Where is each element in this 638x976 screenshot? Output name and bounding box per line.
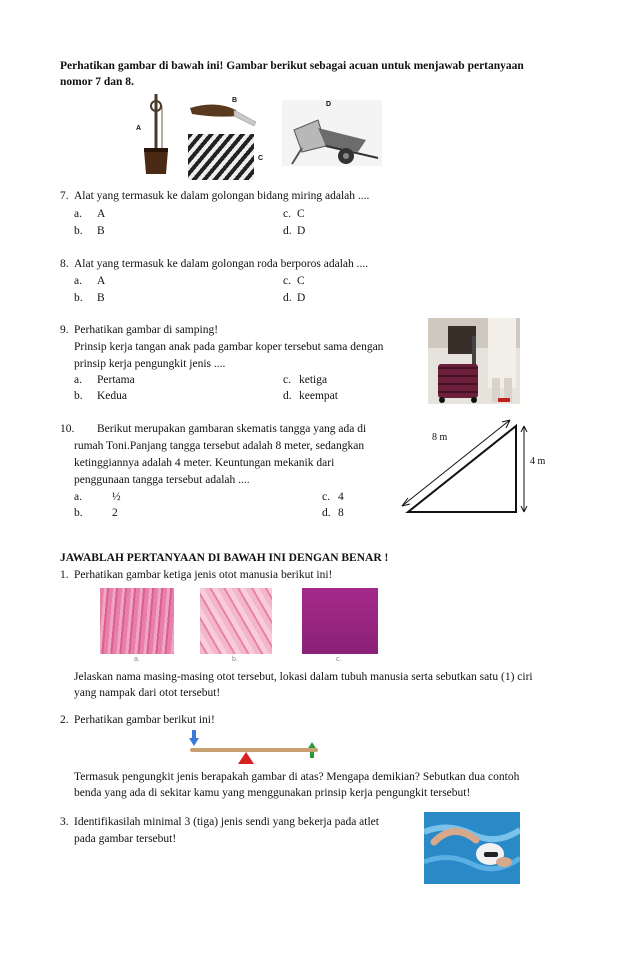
q8-option-b-key: b. <box>74 292 83 304</box>
q8-text: Alat yang termasuk ke dalam golongan roda berporos adalah .... <box>74 258 369 270</box>
q9-option-d-key: d. <box>283 390 292 402</box>
lever-seesaw-diagram <box>186 724 326 766</box>
q9-option-b: Kedua <box>97 390 128 402</box>
essay-1-number: 1. <box>60 569 69 581</box>
q10-line-2: rumah Toni.Panjang tangga tersebut adalah 8 meter, sedangkan <box>74 440 365 452</box>
q9-number: 9. <box>60 324 69 336</box>
q10-number: 10. <box>60 423 75 435</box>
q9-line-3: prinsip kerja pengungkit jenis .... <box>74 358 226 370</box>
ladder-height-label: 4 m <box>530 456 546 467</box>
q9-option-c-key: c. <box>283 374 291 386</box>
essay-2-text: Perhatikan gambar berikut ini! <box>74 714 215 726</box>
suitcase-photo <box>428 318 520 404</box>
q8-option-a-key: a. <box>74 275 82 287</box>
q9-option-c: ketiga <box>299 374 328 386</box>
essay-3-line-1: Identifikasilah minimal 3 (tiga) jenis sendi yang bekerja pada atlet <box>74 816 379 828</box>
pulley-bucket-image <box>130 92 190 178</box>
q10-option-b-key: b. <box>74 507 83 519</box>
swimmer-photo <box>424 812 520 884</box>
muscle-caption-b: b. <box>232 656 238 663</box>
q10-option-c-key: c. <box>322 491 330 503</box>
q9-option-d: keempat <box>299 390 338 402</box>
q9-line-2: Prinsip kerja tangan anak pada gambar koper tersebut sama dengan <box>74 341 384 353</box>
q8-option-b: B <box>97 292 105 304</box>
essay-1-question-line-1: Jelaskan nama masing-masing otot tersebut, lokasi dalam tubuh manusia serta sebutkan satu (1) ciri <box>74 671 533 683</box>
wheelbarrow-image <box>282 100 382 166</box>
q9-option-b-key: b. <box>74 390 83 402</box>
q8-option-c: C <box>297 275 305 287</box>
q10-line-4: penggunaan tangga tersebut adalah .... <box>74 474 250 486</box>
essay-3-number: 3. <box>60 816 69 828</box>
figure-label-d: D <box>326 101 332 108</box>
skeletal-muscle-image <box>100 588 174 654</box>
intro-line-1: Perhatikan gambar di bawah ini! Gambar berikut sebagai acuan untuk menjawab pertanyaan <box>60 60 524 72</box>
figure-label-a: A <box>136 125 142 132</box>
q7-text: Alat yang termasuk ke dalam golongan bidang miring adalah .... <box>74 190 370 202</box>
q10-option-a-key: a. <box>74 491 82 503</box>
q7-option-a: A <box>97 208 106 220</box>
ladder-length-label: 8 m <box>432 432 448 443</box>
muscle-caption-a: a. <box>134 656 140 663</box>
q8-option-c-key: c. <box>283 275 291 287</box>
zipper-image <box>188 134 254 180</box>
essay-2-question-line-1: Termasuk pengungkit jenis berapakah gambar di atas? Mengapa demikian? Sebutkan dua contoh <box>74 771 520 783</box>
knife-image <box>186 100 258 130</box>
q10-option-a: ½ <box>112 491 121 503</box>
essay-3-line-2: pada gambar tersebut! <box>74 833 177 845</box>
q7-option-c-key: c. <box>283 208 291 220</box>
q10-option-b: 2 <box>112 507 118 519</box>
figure-label-b: B <box>232 97 238 104</box>
q8-option-d-key: d. <box>283 292 292 304</box>
essay-1-text: Perhatikan gambar ketiga jenis otot manusia berikut ini! <box>74 569 333 581</box>
q7-option-b-key: b. <box>74 225 83 237</box>
q7-number: 7. <box>60 190 69 202</box>
q10-option-d-key: d. <box>322 507 331 519</box>
muscle-caption-c: c. <box>336 656 342 663</box>
essay-2-number: 2. <box>60 714 69 726</box>
q7-option-c: C <box>297 208 305 220</box>
q8-option-d: D <box>297 292 306 304</box>
q10-line-3: ketinggiannya adalah 4 meter. Keuntungan mekanik dari <box>74 457 335 469</box>
essay-2-question-line-2: benda yang ada di sekitar kamu yang menggunakan prinsip kerja pengungkit tersebut! <box>74 787 471 799</box>
q10-option-c: 4 <box>338 491 344 503</box>
q10-line-1: Berikut merupakan gambaran skematis tangga yang ada di <box>97 423 367 435</box>
q8-option-a: A <box>97 275 106 287</box>
q8-number: 8. <box>60 258 69 270</box>
q9-option-a: Pertama <box>97 374 135 386</box>
q10-option-d: 8 <box>338 507 344 519</box>
q9-option-a-key: a. <box>74 374 82 386</box>
smooth-muscle-image <box>200 588 272 654</box>
intro-line-2: nomor 7 dan 8. <box>60 76 134 88</box>
essay-heading: JAWABLAH PERTANYAAN DI BAWAH INI DENGAN BENAR ! <box>60 552 389 564</box>
ladder-triangle-diagram <box>398 418 558 520</box>
q7-option-d-key: d. <box>283 225 292 237</box>
q7-option-b: B <box>97 225 105 237</box>
q7-option-a-key: a. <box>74 208 82 220</box>
figure-label-c: C <box>258 155 264 162</box>
essay-1-question-line-2: yang nampak dari otot tersebut! <box>74 687 221 699</box>
cardiac-muscle-image <box>302 588 378 654</box>
q7-option-d: D <box>297 225 306 237</box>
q9-line-1: Perhatikan gambar di samping! <box>74 324 219 336</box>
